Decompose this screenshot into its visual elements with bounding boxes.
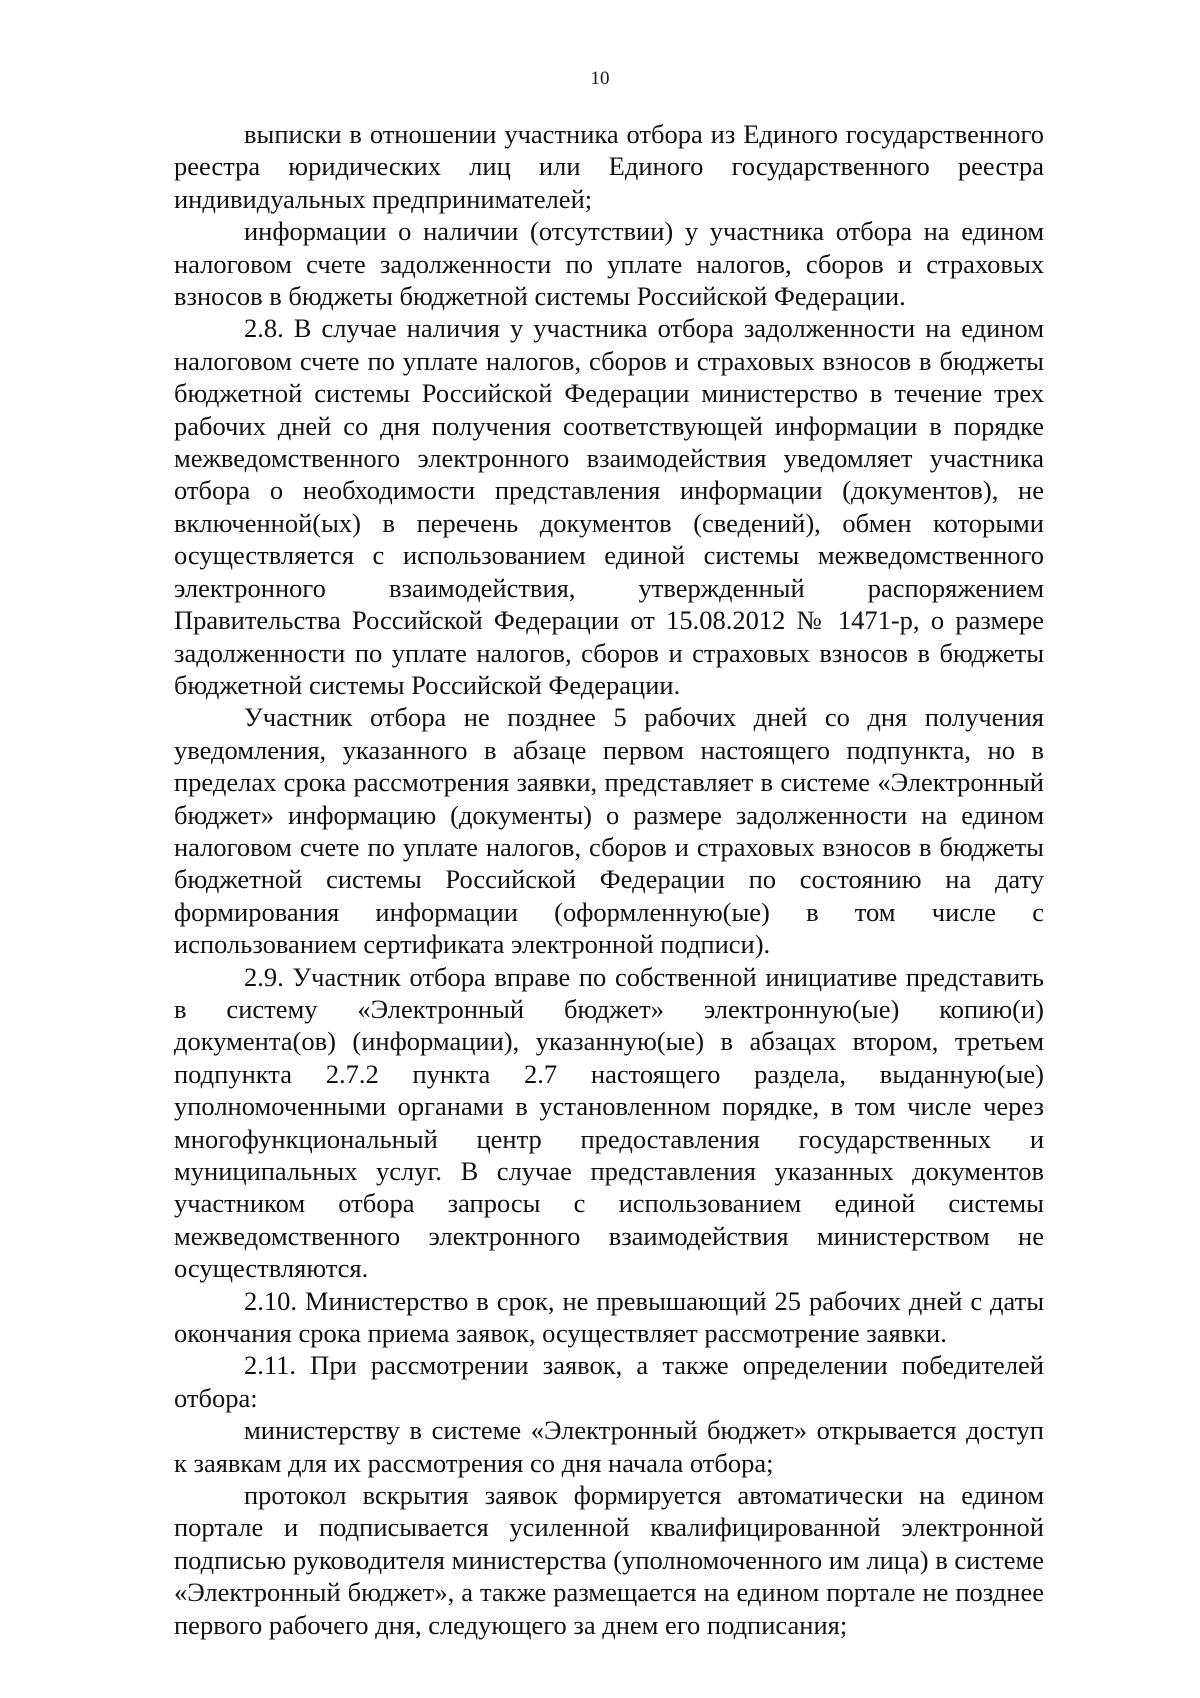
paragraph-tax-debt-info: информации о наличии (отсутствии) у участника отбора на едином налоговом счете задолженности по уплате налогов, сборов и страховых взносов в бюджеты бюджетной системы Российской Федерации. — [174, 216, 1044, 312]
page-number: 10 — [590, 68, 610, 89]
paragraph-ministry-access: министерству в системе «Электронный бюджет» открывается доступ к заявкам для их рассмотрения со дня начала отбора; — [174, 1415, 1044, 1478]
paragraph-opening-protocol: протокол вскрытия заявок формируется автоматически на едином портале и подписывается усиленной квалифицированной электронной подписью руководителя министерства (уполномоченного им лица) в системе «Электронный бюджет», а также размещается на едином портале не позднее первого рабочего дня, следующего за днем его подписания; — [174, 1480, 1044, 1640]
paragraph-2-10: 2.10. Министерство в срок, не превышающий 25 рабочих дней с даты окончания срока приема заявок, осуществляет рассмотрение заявки. — [174, 1285, 1044, 1349]
paragraph-participant-submission: Участник отбора не позднее 5 рабочих дней со дня получения уведомления, указанного в абзаце первом настоящего подпункта, но в пределах срока рассмотрения заявки, представляет в системе «Электронный бюджет» информацию (документы) о размере задолженности на едином налоговом счете по уплате налогов, сборов и страховых взносов в бюджеты бюджетной системы Российской Федерации по состоянию на дату формирования информации (оформленную(ые) в том числе с использованием сертификата электронной подписи). — [174, 702, 1044, 960]
paragraph-2-8: 2.8. В случае наличия у участника отбора задолженности на едином налоговом счете по уплате налогов, сборов и страховых взносов в бюджеты бюджетной системы Российской Федерации министерство в течение трех рабочих дней со дня получения соответствующей информации в порядке межведомственного электронного взаимодействия уведомляет участника отбора о необходимости представления информации (документов), не включенной(ых) в перечень документов (сведений), обмен которыми осуществляется с использованием единой системы межведомственного электронного взаимодействия, утвержденный распоряжением Правительства Российской Федерации от 15.08.2012 № 1471-р, о размере задолженности по уплате налогов, сборов и страховых взносов в бюджеты бюджетной системы Российской Федерации. — [174, 313, 1044, 700]
paragraph-2-11: 2.11. При рассмотрении заявок, а также определении победителей отбора: — [174, 1350, 1044, 1413]
paragraph-2-9: 2.9. Участник отбора вправе по собственной инициативе представить в систему «Электронный бюджет» электронную(ые) копию(и) документа(ов) (информации), указанную(ые) в абзацах втором, третьем подпункта 2.7.2 пункта 2.7 настоящего раздела, выданную(ые) уполномоченными органами в установленном порядке, в том числе через многофункциональный центр предоставления государственных и муниципальных услуг. В случае представления указанных документов участником отбора запросы с использованием единой системы межведомственного электронного взаимодействия министерством не осуществляются. — [174, 961, 1044, 1284]
document-body — [174, 118, 1044, 1641]
paragraph-egrul-extract: выписки в отношении участника отбора из Единого государственного реестра юридических лиц или Единого государственного реестра индивидуальных предпринимателей; — [174, 119, 1044, 214]
